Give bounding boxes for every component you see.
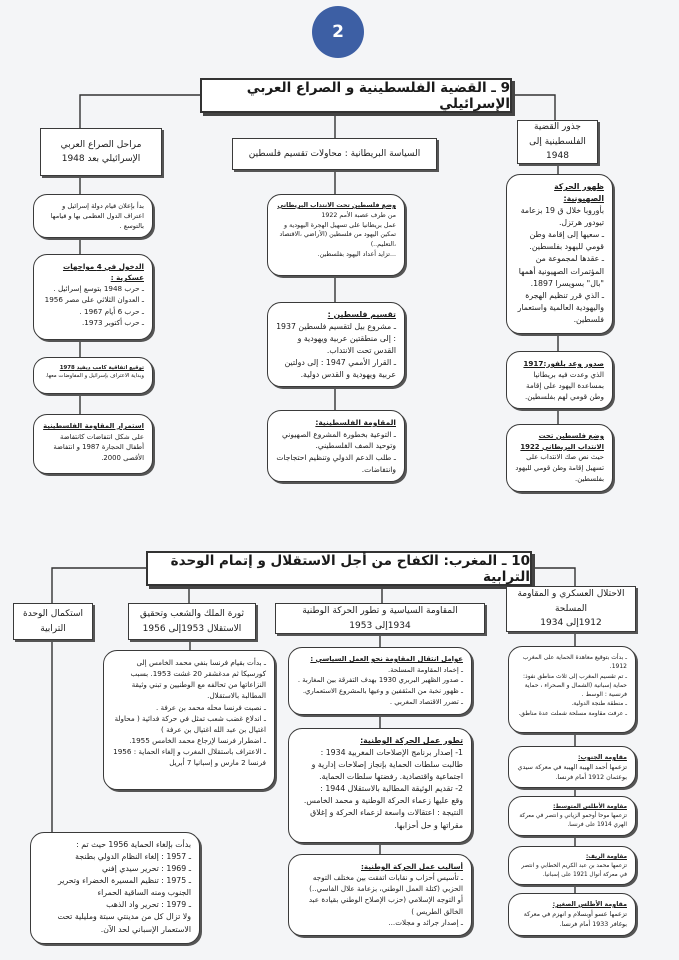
header-line: ثورة الملك والشعب وتحقيق [139,609,245,620]
partition-plans-box [267,302,405,387]
header-line: الإسرائيلي بعد 1948 [61,154,141,164]
box-heading: عوامل انتقال المقاومة نحو العمل السياسي : [310,655,463,663]
header-line: 1934إلى 1953 [349,620,411,631]
box-line: بأوروبا خلال ق 19 بزعامة تيودور هرتزل. [520,206,604,228]
box-heading: مقاومة الجنوب: [577,754,627,761]
box-line: ـ اضطرار فرنسا لإرجاع محمد الخامس 1955. [129,736,266,746]
header-line: مراحل الصراع العربي [60,139,142,150]
header-line: المقاومة السياسية و تطور الحركة الوطنية [302,606,458,617]
box-heading: مقاومة الريف: [585,854,627,860]
movement-methods-box [288,854,472,936]
box-line: النتيجة : اعتقالات واسعة لزعماء الحركة و إغلاق مقراتها و حل أحزابها. [310,808,463,830]
s10-revolution-header [128,603,256,640]
box-line: 1- إصدار برنامج الإصلاحات المغربية 1934 : [320,748,463,758]
camp-david-box [33,357,153,394]
box-line: ـ التوعية بخطورة المشروع الصهيوني وتوحيد الصف الفلسطيني. [282,429,396,451]
header-line: المسلحة [554,603,588,614]
header-line: الفلسطينية إلى 1948 [529,136,586,162]
box-line: تزعمها عسو أوبسلام و انهزم في معركة بوغافر 1933 أمام فرنسا. [523,910,627,928]
box-heading: أساليب عمل الحركة الوطنية: [360,862,463,871]
section-10-title: 10 ـ المغرب: الكفاح من أجل الاستقلال و إتمام الوحدة الترابية [146,551,532,586]
box-line: ـ صدور الظهير البربري 1930 بهدف التفرقة بين المغاربة . [297,676,463,685]
box-heading: مقاومة الأطلس الصغير: [552,901,627,908]
box-line: تزعمها موحا أوحمو الزياني و انتصر في معركة الهري 1914 على فرنسا. [519,812,627,828]
box-line: ـ اندلاع غضب شعب تمثل في حركة فدائية ( محاولة اغتيال بن عبد الله اغتيال بن عرفة ) [114,713,266,734]
box-heading: ظهور الحركة الصهيونية: [554,182,604,204]
box-line: ـ بدأت بقيام فرنسا بنفي محمد الخامس إلى كورسيكا ثم مدغشقر 20 غشت 1953. بسبب النزاعاتها من تحالفه مع الوطنيين و تبني وثيقة المطالبة بالاستقلال. [130,658,266,701]
box-line: تزعمها أحمد الهيبة الهيبة في معركة سيدي بوعثمان 1912 أمام فرنسا. [517,763,627,781]
box-line: عمل بريطانيا على تسهيل الهجرة اليهودية و تمكين اليهود من فلسطين (الأراضي ،الاقتصاد ،التعليم..) [279,221,396,248]
king-people-revolution-box [103,650,275,790]
box-line: ـ سعيها إلى إقامة وطن قومي لليهود بفلسطين. [529,230,604,252]
zionist-movement-box [506,174,613,334]
box-line: وبداية الاعتراف بإسرائيل و المفاوضات معها. [45,373,144,380]
box-line: بدأ بإعلان قيام دولة إسرائيل و اعتراف الدول العظمى بها و قيامها بالتوسع . [50,202,144,231]
box-line: ـ القرار الأممي 1947 : إلى دولتين عربية ويهودية و القدس دولية. [284,358,396,380]
s10-political-resistance-header [275,603,485,634]
palestinian-resistance-box [267,410,405,482]
box-line: ـ حرب 6 أيام 1967 . [79,306,144,316]
political-factors-box [288,647,472,715]
box-line: ـ بدأت بتوقيع معاهدة الحماية على المغرب 1912. [522,654,627,671]
s9-root-header [517,120,598,164]
british-mandate-box [506,424,613,492]
header-line: 1912إلى 1934 [540,618,602,629]
box-line: ـ منطقة طنجة الدولية. [571,700,627,708]
box-line: حيث نص صك الانتداب على تسهيل إقامة وطن قومي لليهود بفلسطين. [515,453,604,483]
box-heading: توقيع اتفاقية كامب ديفيد 1978 [59,365,144,371]
s9-stages-header [40,128,162,176]
header-line: جذور القضية [534,122,581,133]
box-line: ـ إصدار جرائد و مجلات... [388,917,463,927]
box-heading: المقاومة الفلسطينية: [315,418,396,427]
box-line: بدأت بإلغاء الحماية 1956 حيث تم : [76,840,191,849]
balfour-declaration-box [506,351,613,409]
military-confrontations-box [33,254,153,340]
box-line: ـ 1975 : تنظيم المسيرة الخضراء وتحرير الجنوب ومنه الساقية الحمراء [57,876,191,898]
mandate-policy-box [267,194,405,276]
territorial-unity-box [30,832,200,944]
box-line: ـ الذي قرر تنظيم الهجرة واليهودية العالمية واستعمار فلسطين. [517,290,604,324]
box-heading: تطور عمل الحركة الوطنية: [360,736,463,745]
box-line: ...تزايد أعداد اليهود بفلسطين. [317,250,396,258]
intifada-box [33,414,153,474]
box-line: طالبت سلطات الحماية بإنجاز إصلاحات إدارية و اجتماعية واقتصادية. رفضتها سلطات الحماية. [311,760,463,782]
box-line: ـ طلب الدعم الدولي وتنظيم احتجاجات وانتفاضات. [276,452,396,474]
header-line: استكمال الوحدة [23,609,83,620]
box-line: ـ إخماد المقاومة المسلحة. [388,665,463,674]
s10-occupation-header [506,586,636,632]
israel-founding-box [33,194,153,238]
box-line: ـ تأسيس أحزاب و نقابات اتفقت بين مختلف التوجه الحزبي (كتلة العمل الوطني، بزعامة علال الفاسي..) [309,873,463,894]
box-line: أو التوجه الإسلامي (حزب الإصلاح الوطني بقيادة عبد الخالق الطريس ) [308,895,463,916]
s9-policy-header: السياسة البريطانية : محاولات تقسيم فلسطين [232,138,437,170]
box-heading: تقسيم فلسطين : [327,310,396,319]
box-line: من طرف عصبة الأمم 1922 [321,211,396,219]
national-movement-evolution-box [288,728,472,843]
protectorate-box [508,646,636,733]
section-9-title: 9 ـ القضية الفلسطينية و الصراع العربي الإسرائيلي [200,78,512,113]
box-heading: صدور وعد بلفور:1917 [523,359,604,368]
box-heading: استمرار المقاومة الفلسطينية [43,422,144,430]
box-line: فرنسا 2 مارس و إسبانيا 7 أبريل [169,758,266,768]
box-line: ـ نصبت فرنسا محله محمد بن عرفة . [155,702,266,712]
box-line: ـ مشروع بيل لتقسيم فلسطين 1937 : إلى منطقتين عربية ويهودية و القدس تحت الانتداب. [276,322,396,356]
box-heading: الدخول في 4 مواجهات عسكرية : [62,262,144,283]
box-line: ـ حرب أكتوبر 1973. [82,317,144,327]
box-line: ولا تزال كل من مدينتي سبتة ومليلية تحت الاستعمار الإسباني لحد الآن. [57,912,191,934]
box-heading: وضع فلسطين تحت الانتداب البريطاني 1922 [520,432,604,451]
south-resistance-box [508,746,636,788]
header-line: الاحتلال العسكري و المقاومة [517,589,625,600]
middle-atlas-resistance-box [508,796,636,836]
box-line: ـ العدوان الثلاثي على مصر 1956 [44,295,144,305]
box-line: ـ عرفت مقاومة مسلحة شملت عدة مناطق. [518,709,627,717]
box-line: وقع عليها زعماء الحركة الوطنية و محمد الخامس. [303,796,463,806]
box-heading: مقاومة الأطلس المتوسط: [553,804,627,810]
box-line: ـ 1957 : إلغاء النظام الدولي بطنجة [75,852,191,862]
box-heading: وضع فلسطين تحت الانتداب البريطاني [277,202,396,209]
box-line: ـ 1969 : تحرير سيدي إفني [102,864,191,874]
anti-atlas-resistance-box [508,893,636,936]
s10-territorial-unity-header [13,603,93,640]
header-line: الترابية [40,623,66,634]
header-line: الاستقلال 1953إلى 1956 [142,623,242,634]
box-line: تزعمها محمد بن عبد الكريم الخطابي و انتصر في معركة أنوال 1921 على إسبانيا. [521,862,627,878]
box-line: 2- تقديم الوثيقة المطالبة بالاستقلال 1944 : [320,784,463,794]
box-line: ـ تضرر الاقتصاد المغربي . [389,697,463,706]
box-line: ـ حرب 1948 بتوسع إسرائيل . [53,284,144,294]
box-line: ـ تم تقسيم المغرب إلى ثلاث مناطق نفوذ: حماية إسبانية (الشمال و الصحراء ، حماية فرنسية : الوسط . [523,672,627,699]
page-number-badge: 2 [312,6,364,58]
box-line: الذي وعدت فيه بريطانيا بمساعدة اليهود على إقامة وطن قومي لهم بفلسطين. [524,370,604,402]
rif-resistance-box [508,846,636,885]
box-line: ـ عقدها لمجموعة من المؤتمرات الصهيونية أهمها "بال" بسويسرا 1897. [518,254,604,288]
box-line: على شكل انتفاضات كانتفاضة أطفال الحجارة 1987 و انتفاضة الأقصى 2000. [53,432,144,463]
box-line: ـ الاعتراف باستقلال المغرب و إلغاء الحماية : 1956 [113,747,266,757]
box-line: ـ 1979 : تحرير واد الذهب [106,900,191,910]
box-line: ـ ظهور نخبة من المثقفين و وعيها بالمشروع الاستعماري. [302,687,463,696]
